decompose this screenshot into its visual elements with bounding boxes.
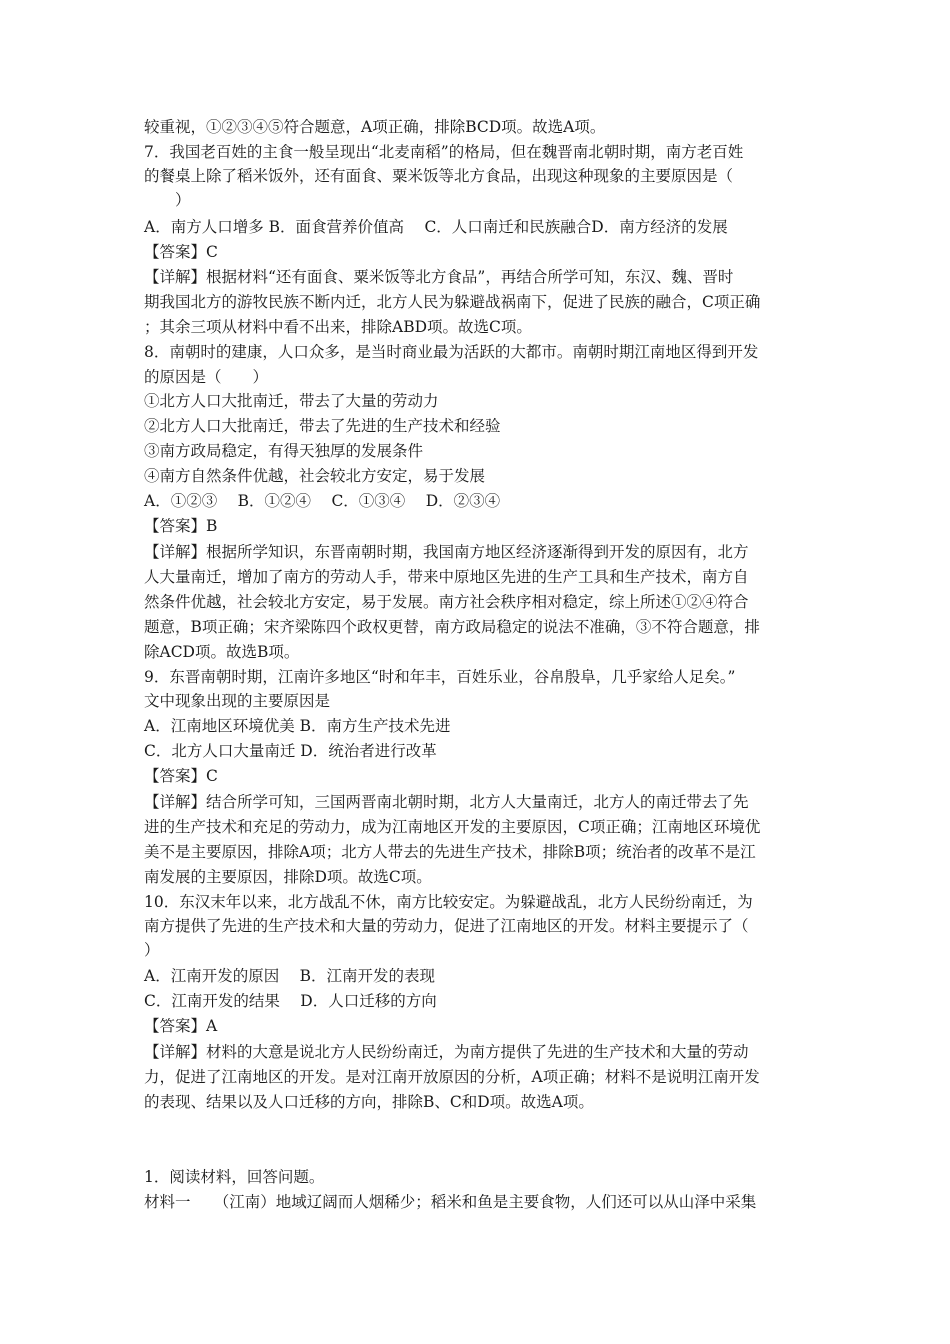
question-8-explanation: 题意，B项正确；宋齐梁陈四个政权更替，南方政局稳定的说法不准确，③不符合题意，排: [144, 618, 760, 636]
question-8-item: ①北方人口大批南迁，带去了大量的劳动力: [144, 392, 439, 410]
question-8-stem: 8．南朝时的建康，人口众多，是当时商业最为活跃的大都市。南朝时期江南地区得到开发: [144, 343, 759, 361]
question-9-options: A．江南地区环境优美 B．南方生产技术先进: [144, 717, 451, 735]
question-10-options: A．江南开发的原因 B．江南开发的表现: [144, 967, 436, 985]
question-9-explanation: 【详解】结合所学可知，三国两晋南北朝时期，北方人大量南迁，北方人的南迁带去了先: [144, 793, 749, 811]
question-10-answer: 【答案】A: [144, 1017, 218, 1035]
question-9-stem: 文中现象出现的主要原因是: [144, 692, 331, 710]
question-9-options: C．北方人口大量南迁 D．统治者进行改革: [144, 742, 437, 760]
question-8-explanation: 人大量南迁，增加了南方的劳动人手，带来中原地区先进的生产工具和生产技术，南方自: [144, 568, 749, 586]
question-10-stem: 10．东汉末年以来，北方战乱不休，南方比较安定。为躲避战乱，北方人民纷纷南迁，为: [144, 893, 753, 911]
question-8-answer: 【答案】B: [144, 517, 218, 535]
question-8-item: ④南方自然条件优越，社会较北方安定，易于发展: [144, 467, 486, 485]
question-9-stem: 9．东晋南朝时期，江南许多地区“时和年丰，百姓乐业，谷帛殷阜，几乎家给人足矣。”: [144, 668, 736, 686]
question-10-stem: 南方提供了先进的生产技术和大量的劳动力，促进了江南地区的开发。材料主要提示了（: [144, 917, 749, 935]
question-7-explanation: 期我国北方的游牧民族不断内迁，北方人民为躲避战祸南下，促进了民族的融合，C项正确: [144, 293, 761, 311]
question-8-options: A．①②③ B．①②④ C．①③④ D．②③④: [144, 492, 501, 510]
question-7-explanation: ；其余三项从材料中看不出来，排除ABD项。故选C项。: [144, 318, 532, 336]
question-8-item: ③南方政局稳定，有得天独厚的发展条件: [144, 442, 424, 460]
question-10-explanation: 【详解】材料的大意是说北方人民纷纷南迁，为南方提供了先进的生产技术和大量的劳动: [144, 1043, 749, 1061]
question-9-explanation: 美不是主要原因，排除A项；北方人带去的先进生产技术，排除B项；统治者的改革不是江: [144, 843, 756, 861]
question-8-explanation: 然条件优越，社会较北方安定，易于发展。南方社会秩序相对稳定，综上所述①②④符合: [144, 593, 749, 611]
question-7-options: A．南方人口增多 B．面食营养价值高 C．人口南迁和民族融合D．南方经济的发展: [144, 218, 728, 236]
question-7-answer: 【答案】C: [144, 243, 218, 261]
question-10-explanation: 力，促进了江南地区的开发。是对江南开放原因的分析，A项正确；材料不是说明江南开发: [144, 1068, 760, 1086]
question-7-stem: 的餐桌上除了稻米饭外，还有面食、粟米饭等北方食品，出现这种现象的主要原因是（: [144, 167, 734, 185]
question-10-options: C．江南开发的结果 D．人口迁移的方向: [144, 992, 437, 1010]
question-10-explanation: 的表现、结果以及人口迁移的方向，排除B、C和D项。故选A项。: [144, 1093, 594, 1111]
question-8-stem: 的原因是（ ）: [144, 368, 269, 386]
question-8-item: ②北方人口大批南迁，带去了先进的生产技术和经验: [144, 417, 501, 435]
material-one: 材料一 （江南）地域辽阔而人烟稀少；稻米和鱼是主要食物，人们还可以从山泽中采集: [144, 1193, 757, 1211]
question-9-explanation: 南发展的主要原因，排除D项。故选C项。: [144, 868, 432, 886]
question-8-explanation: 除ACD项。故选B项。: [144, 643, 300, 661]
text-line: 较重视，①②③④⑤符合题意，A项正确，排除BCD项。故选A项。: [144, 118, 606, 136]
question-8-explanation: 【详解】根据所学知识，东晋南朝时期，我国南方地区经济逐渐得到开发的原因有，北方: [144, 543, 749, 561]
question-9-answer: 【答案】C: [144, 767, 218, 785]
question-7-stem: ）: [144, 191, 191, 209]
question-7-stem: 7．我国老百姓的主食一般呈现出“北麦南稻”的格局，但在魏晋南北朝时期，南方老百姓: [144, 143, 744, 161]
question-9-explanation: 进的生产技术和充足的劳动力，成为江南地区开发的主要原因，C项正确；江南地区环境优: [144, 818, 761, 836]
section-question-1: 1．阅读材料，回答问题。: [144, 1168, 325, 1186]
question-7-explanation: 【详解】根据材料“还有面食、粟米饭等北方食品”，再结合所学可知，东汉、魏、晋时: [144, 268, 734, 286]
question-10-stem: ）: [144, 941, 160, 959]
